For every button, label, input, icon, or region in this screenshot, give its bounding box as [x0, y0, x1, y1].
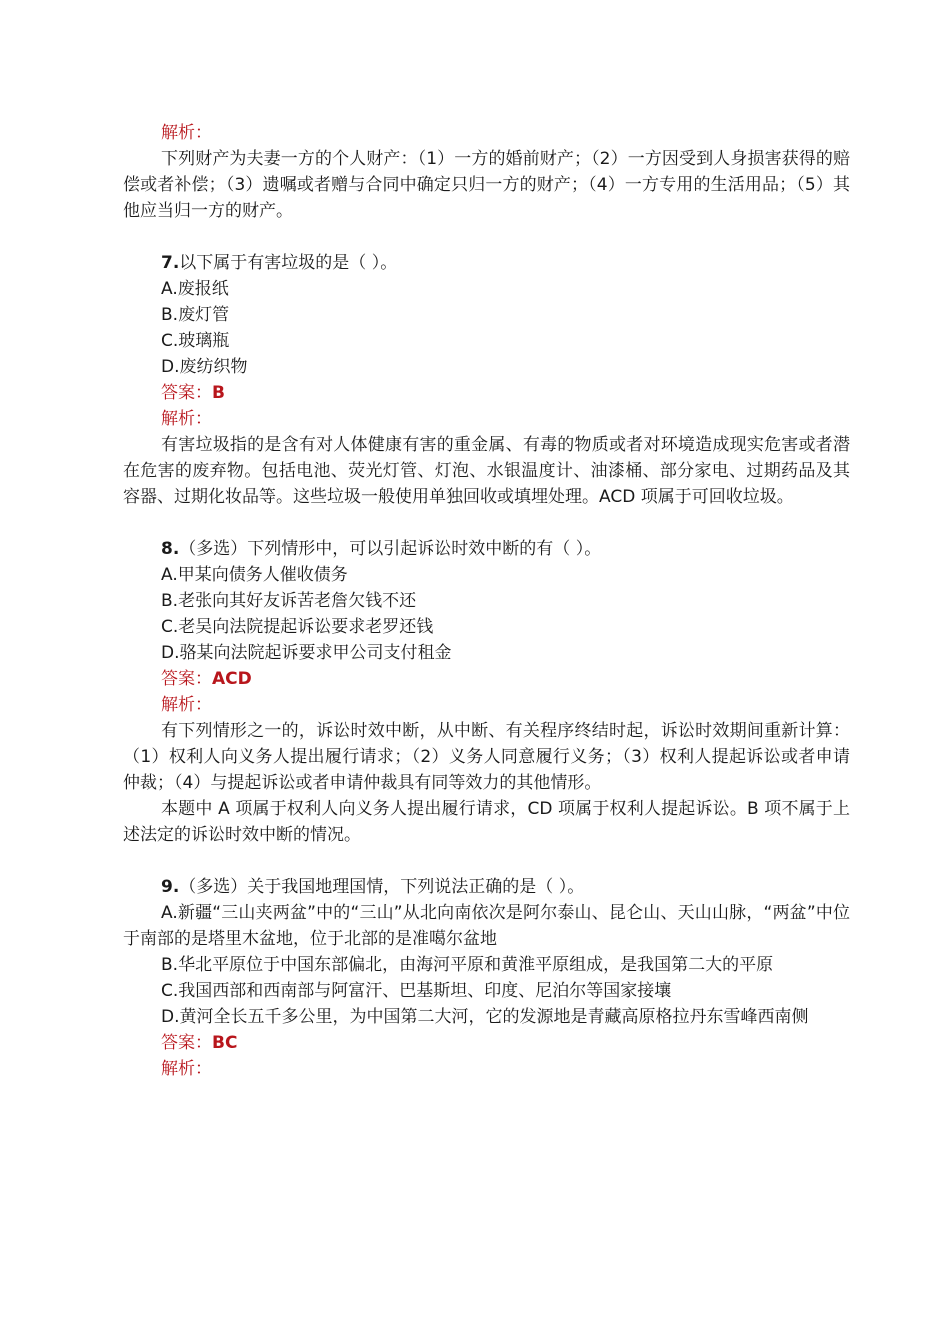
question-text: 以下属于有害垃圾的是（ ）。: [179, 253, 398, 273]
spacer: [123, 224, 850, 250]
option-a: A.新疆“三山夹两盆”中的“三山”从北向南依次是阿尔泰山、昆仑山、天山山脉，“两盆”中位于南部的是塔里木盆地，位于北部的是准噶尔盆地: [123, 903, 850, 949]
option-d: D.骆某向法院起诉要求甲公司支付租金: [161, 643, 452, 663]
question-stem: [123, 536, 850, 562]
spacer: [123, 510, 850, 536]
answer-value: BC: [212, 1033, 238, 1053]
analysis-label: 解析：: [161, 1059, 212, 1079]
analysis-label: 解析：: [161, 123, 212, 143]
option-d: D.黄河全长五千多公里，为中国第二大河，它的发源地是青藏高原格拉丹东雪峰西南侧: [161, 1007, 809, 1027]
answer-label: 答案：: [161, 669, 212, 689]
analysis-label: 解析：: [161, 409, 212, 429]
option-a: A.甲某向债务人催收债务: [161, 565, 348, 585]
option-c: C.玻璃瓶: [161, 331, 230, 351]
spacer: [123, 848, 850, 874]
answer-value: ACD: [212, 669, 252, 689]
answer-label: 答案：: [161, 1033, 212, 1053]
option-c: C.老吴向法院提起诉讼要求老罗还钱: [161, 617, 434, 637]
document-page: [123, 120, 850, 1082]
question-number: 9.: [161, 877, 180, 897]
analysis-paragraph: 有下列情形之一的，诉讼时效中断，从中断、有关程序终结时起，诉讼时效期间重新计算：（1）权利人向义务人提出履行请求；（2）义务人同意履行义务；（3）权利人提起诉讼或者申请仲裁；（4）与提起诉讼或者申请仲裁具有同等效力的其他情形。: [123, 721, 850, 793]
question-text: （多选）下列情形中，可以引起诉讼时效中断的有（ ）。: [179, 539, 602, 559]
question-8: [123, 536, 850, 848]
question-stem: [123, 874, 850, 900]
option-b: B.老张向其好友诉苦老詹欠钱不还: [161, 591, 417, 611]
analysis-paragraph: 本题中 A 项属于权利人向义务人提出履行请求，CD 项属于权利人提起诉讼。B 项不属于上述法定的诉讼时效中断的情况。: [123, 799, 850, 845]
question-number: 8.: [161, 539, 180, 559]
answer-line: [123, 380, 850, 406]
question-stem: [123, 250, 850, 276]
analysis-paragraph: 有害垃圾指的是含有对人体健康有害的重金属、有毒的物质或者对环境造成现实危害或者潜在危害的废弃物。包括电池、荧光灯管、灯泡、水银温度计、油漆桶、部分家电、过期药品及其容器、过期化妆品等。这些垃圾一般使用单独回收或填埋处理。ACD 项属于可回收垃圾。: [123, 435, 850, 507]
analysis-paragraph: 下列财产为夫妻一方的个人财产：（1）一方的婚前财产；（2）一方因受到人身损害获得的赔偿或者补偿；（3）遗嘱或者赠与合同中确定只归一方的财产；（4）一方专用的生活用品；（5）其他应当归一方的财产。: [123, 149, 850, 221]
option-c: C.我国西部和西南部与阿富汗、巴基斯坦、印度、尼泊尔等国家接壤: [161, 981, 672, 1001]
question-number: 7.: [161, 253, 180, 273]
option-b: B.华北平原位于中国东部偏北，由海河平原和黄淮平原组成，是我国第二大的平原: [161, 955, 774, 975]
answer-line: [123, 1030, 850, 1056]
question-7: [123, 250, 850, 510]
analysis-label: 解析：: [161, 695, 212, 715]
answer-value: B: [212, 383, 225, 403]
question-text: （多选）关于我国地理国情，下列说法正确的是（ ）。: [179, 877, 585, 897]
answer-line: [123, 666, 850, 692]
option-a: A.废报纸: [161, 279, 229, 299]
option-b: B.废灯管: [161, 305, 230, 325]
option-d: D.废纺织物: [161, 357, 248, 377]
answer-label: 答案：: [161, 383, 212, 403]
question-9: [123, 874, 850, 1082]
